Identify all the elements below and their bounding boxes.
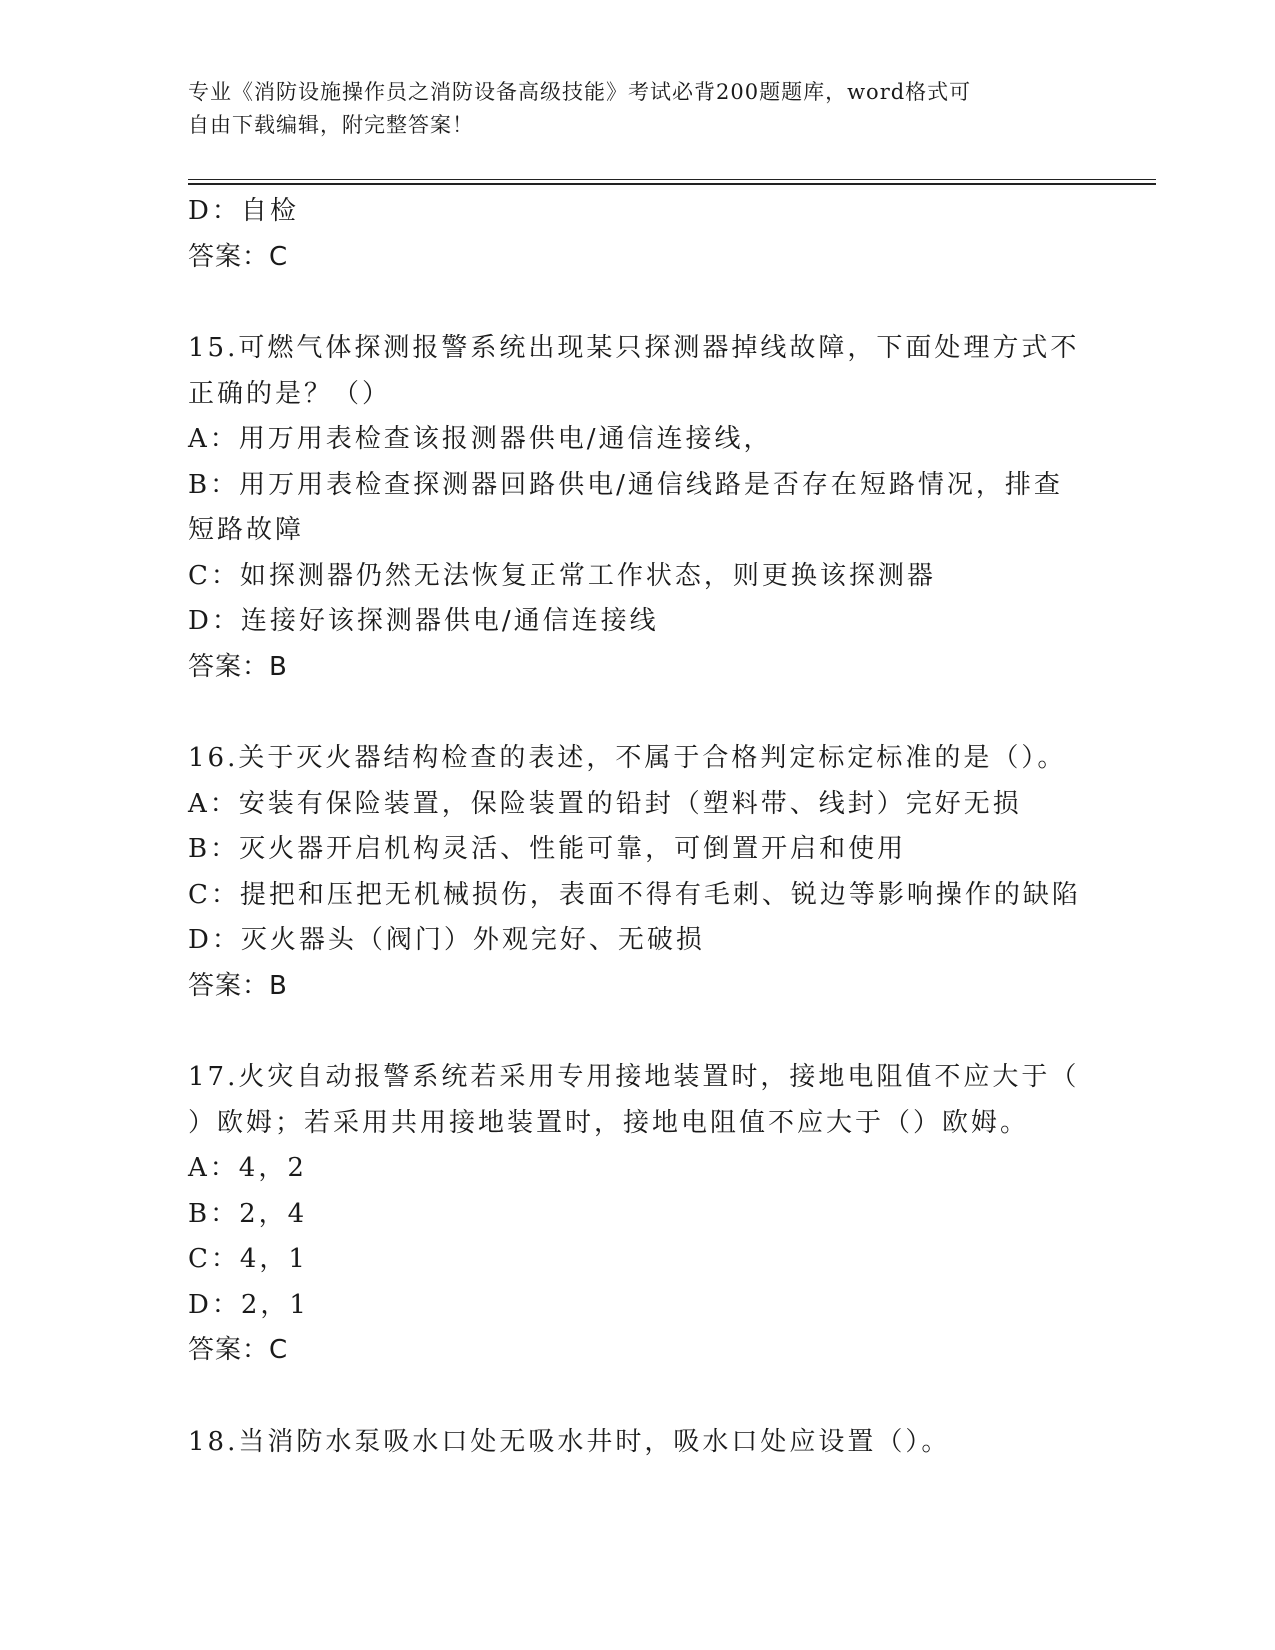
spacer [188,280,1088,326]
document-body [188,189,1088,1465]
option-a: A：4，2 [188,1153,307,1183]
answer-line: 答案：C [188,1335,289,1365]
option-b: B：用万用表检查探测器回路供电/通信线路是否存在短路情况，排查 [188,469,1063,500]
spacer [188,1374,1088,1420]
question-stem: 16.关于灭火器结构检查的表述，不属于合格判定标定标准的是（）。 [188,743,1067,773]
option-c: C：提把和压把无机械损伤，表面不得有毛刺、锐边等影响操作的缺陷 [188,879,1081,910]
answer-line: 答案：B [188,970,288,1001]
question-18 [188,1420,1088,1466]
header-divider-thick [188,183,1156,185]
question-16 [188,736,1088,1009]
option-a: A：安装有保险装置，保险装置的铅封（塑料带、线封）完好无损 [188,788,1022,819]
answer-line: 答案：B [188,651,288,682]
option-b-cont: 短路故障 [188,515,305,545]
header-divider-thin [188,179,1156,180]
option-d: D：自检 [188,196,299,226]
question-stem-cont: ）欧姆；若采用共用接地装置时，接地电阻值不应大于（）欧姆。 [188,1107,1030,1138]
header-line-1: 专业《消防设施操作员之消防设备高级技能》考试必背200题题库，word格式可 [188,80,972,104]
option-d: D：2，1 [188,1289,309,1320]
question-stem-cont: 正确的是？（） [188,378,392,409]
answer-line: 答案：C [188,241,289,272]
question-stem: 18.当消防水泵吸水口处无吸水井时，吸水口处应设置（）。 [188,1426,951,1457]
option-d: D：连接好该探测器供电/通信连接线 [188,606,659,636]
question-15 [188,326,1088,690]
option-a: A：用万用表检查该报测器供电/通信连接线， [188,424,773,454]
question-stem: 15.可燃气体探测报警系统出现某只探测器掉线故障，下面处理方式不 [188,333,1080,363]
option-b: B：2，4 [188,1198,308,1229]
option-b: B：灭火器开启机构灵活、性能可靠，可倒置开启和使用 [188,834,907,864]
document-header [188,76,1088,142]
previous-question-tail [188,189,1088,280]
question-17 [188,1055,1088,1374]
spacer [188,1009,1088,1055]
spacer [188,690,1088,736]
question-stem: 17.火灾自动报警系统若采用专用接地装置时，接地电阻值不应大于（ [188,1062,1080,1092]
option-c: C：如探测器仍然无法恢复正常工作状态，则更换该探测器 [188,560,936,591]
option-c: C：4，1 [188,1244,308,1274]
header-line-2: 自由下载编辑，附完整答案！ [188,113,474,137]
option-d: D：灭火器头（阀门）外观完好、无破损 [188,925,705,955]
